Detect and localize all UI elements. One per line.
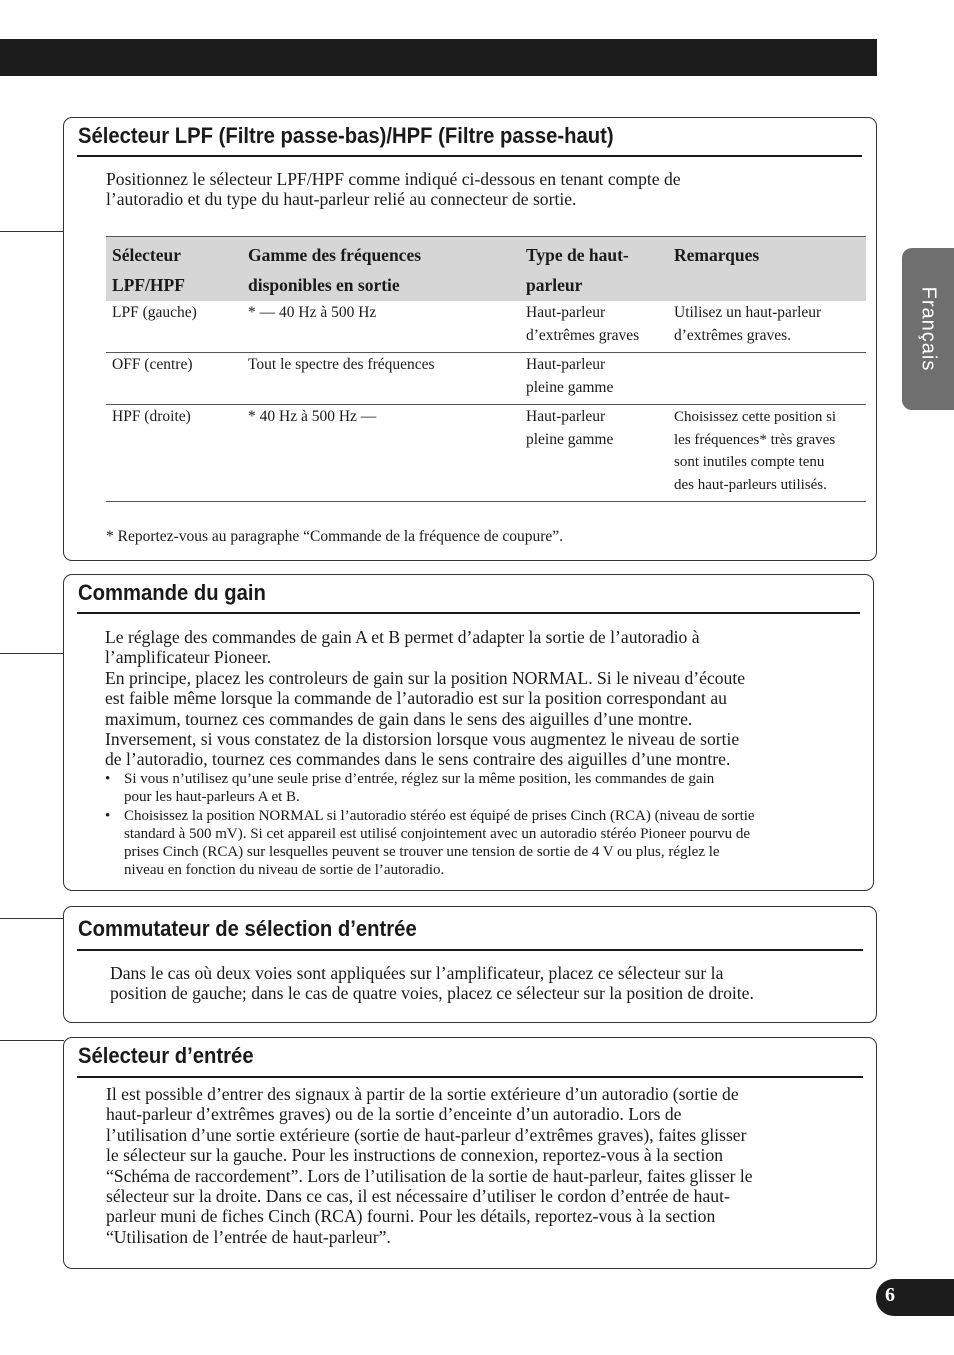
table-cell xyxy=(668,301,866,353)
section-title: Sélecteur LPF (Filtre passe-bas)/HPF (Filtre passe-haut) xyxy=(78,123,614,148)
cell-line: Haut-parleur xyxy=(526,408,606,425)
section-input-selection-switch xyxy=(63,906,877,1023)
table-header-row xyxy=(106,237,866,302)
page-number-tab xyxy=(876,1279,954,1316)
input-selector-paragraph xyxy=(106,1084,753,1247)
title-rule xyxy=(77,949,863,951)
text-line: maximum, tournez ces commandes de gain dans le sens des aiguilles d’une montre. xyxy=(105,708,693,729)
title-rule xyxy=(77,1076,863,1078)
text-line: “Schéma de raccordement”. Lors de l’utilisation de la sortie de haut-parleur, faites glisser le xyxy=(106,1165,753,1186)
text-line: le sélecteur sur la gauche. Pour les instructions de connexion, reportez-vous à la section xyxy=(106,1145,724,1166)
text-line: haut-parleur d’extrêmes graves) ou de la sortie d’enceinte d’un autoradio. Lors de xyxy=(106,1104,682,1125)
header-gamme xyxy=(242,237,520,302)
cell-line: Haut-parleur xyxy=(526,304,606,321)
table-cell xyxy=(242,405,520,502)
side-rule xyxy=(0,918,64,919)
text-line: l’autoradio et du type du haut-parleur relié au connecteur de sortie. xyxy=(106,189,577,210)
section-title: Sélecteur d’entrée xyxy=(78,1043,254,1068)
text-line: est faible même lorsque la commande de l’autoradio est sur la position correspondant au xyxy=(105,688,727,709)
cell-line: d’extrêmes graves. xyxy=(674,326,792,344)
bullet-line: pour les haut-parleurs A et B. xyxy=(124,789,300,806)
table-cell xyxy=(520,353,668,405)
text-line: l’utilisation d’une sortie extérieure (sortie de haut-parleur d’extrêmes graves), faites glisser xyxy=(106,1124,747,1145)
gain-bullets xyxy=(105,770,755,880)
cell-line: Choisissez cette position si xyxy=(674,409,837,425)
table-cell xyxy=(520,301,668,353)
bullet-line: niveau en fonction du niveau de sortie de l’autoradio. xyxy=(124,862,445,879)
text-line: Il est possible d’entrer des signaux à partir de la sortie extérieure d’un autoradio (sortie de xyxy=(106,1084,739,1104)
bullet-mark: • xyxy=(105,771,111,787)
bullet-line: Choisissez la position NORMAL si l’autoradio stéréo est équipé de prises Cinch (RCA) (niveau de sortie xyxy=(124,807,755,824)
cell-line: * 40 Hz à 500 Hz — xyxy=(248,408,377,425)
cell-line: * — 40 Hz à 500 Hz xyxy=(248,304,377,321)
cell-line: HPF (droite) xyxy=(112,408,191,425)
section-input-selector xyxy=(63,1037,877,1269)
text-line: Inversement, si vous constatez de la distorsion lorsque vous augmentez le niveau de sortie xyxy=(105,729,740,750)
top-header-bar xyxy=(0,39,877,76)
header-line: Type de haut- xyxy=(526,245,629,265)
cell-line: les fréquences* très graves xyxy=(674,431,836,448)
header-selecteur xyxy=(106,237,242,302)
table-cell xyxy=(106,353,242,405)
side-rule xyxy=(0,1040,64,1041)
bullet-item xyxy=(105,807,755,880)
cell-line: Utilisez un haut-parleur xyxy=(674,304,822,321)
header-line: Sélecteur xyxy=(112,245,181,265)
table-cell xyxy=(520,405,668,502)
table-cell xyxy=(106,301,242,353)
cell-line: LPF (gauche) xyxy=(112,304,197,321)
header-type xyxy=(520,237,668,302)
page-number: 6 xyxy=(885,1284,895,1306)
language-tab xyxy=(902,248,954,410)
language-tab-label: Français xyxy=(917,286,940,372)
gain-paragraph xyxy=(105,627,745,770)
header-line: disponibles en sortie xyxy=(248,275,400,295)
table-row xyxy=(106,301,866,353)
cell-line: OFF (centre) xyxy=(112,356,193,373)
cell-line: des haut-parleurs utilisés. xyxy=(674,476,827,493)
table-cell xyxy=(242,301,520,353)
text-line: position de gauche; dans le cas de quatre voies, placez ce sélecteur sur la position de droite. xyxy=(110,983,754,1004)
bullet-item xyxy=(105,770,755,807)
title-rule xyxy=(77,155,862,157)
header-line: LPF/HPF xyxy=(112,275,185,295)
cell-line: sont inutiles compte tenu xyxy=(674,454,825,470)
table-cell xyxy=(106,405,242,502)
bullet-mark: • xyxy=(105,807,111,824)
header-line: Remarques xyxy=(674,245,760,265)
table-cell xyxy=(668,353,866,405)
bullet-line: prises Cinch (RCA) sur lesquelles peuvent se trouver une tension de sortie de 4 V ou plus, réglez le xyxy=(124,844,720,861)
table-cell xyxy=(668,405,866,502)
table-cell xyxy=(242,353,520,405)
cell-line: pleine gamme xyxy=(526,430,614,448)
header-remarques xyxy=(668,237,866,302)
header-line: parleur xyxy=(526,275,583,295)
text-line: l’amplificateur Pioneer. xyxy=(105,647,272,668)
input-switch-paragraph xyxy=(110,963,754,1004)
section-lpf-hpf xyxy=(63,117,877,561)
intro-paragraph xyxy=(106,169,681,210)
footnote: * Reportez-vous au paragraphe “Commande de la fréquence de coupure”. xyxy=(106,528,564,545)
text-line: Le réglage des commandes de gain A et B permet d’adapter la sortie de l’autoradio à xyxy=(105,627,700,647)
frequency-table xyxy=(106,236,866,502)
section-gain xyxy=(63,574,874,891)
title-rule xyxy=(77,612,860,614)
side-rule xyxy=(0,653,64,654)
cell-line: pleine gamme xyxy=(526,378,614,396)
bullet-line: Si vous n’utilisez qu’une seule prise d’entrée, réglez sur la même position, les commandes de gain xyxy=(124,771,715,787)
section-title: Commutateur de sélection d’entrée xyxy=(78,916,417,941)
section-title: Commande du gain xyxy=(78,580,266,605)
table-row xyxy=(106,353,866,405)
side-rule xyxy=(0,231,64,232)
cell-line: d’extrêmes graves xyxy=(526,326,640,344)
text-line: “Utilisation de l’entrée de haut-parleur”. xyxy=(106,1226,391,1247)
bullet-line: standard à 500 mV). Si cet appareil est utilisé conjointement avec un autoradio stéréo Pioneer pourvu de xyxy=(124,825,751,842)
text-line: Positionnez le sélecteur LPF/HPF comme indiqué ci-dessous en tenant compte de xyxy=(106,169,681,189)
table-row xyxy=(106,405,866,502)
text-line: de l’autoradio, tournez ces commandes dans le sens contraire des aiguilles d’une montre. xyxy=(105,749,731,770)
text-line: Dans le cas où deux voies sont appliquées sur l’amplificateur, placez ce sélecteur sur la xyxy=(110,963,724,983)
cell-line: Haut-parleur xyxy=(526,356,606,373)
cell-line: Tout le spectre des fréquences xyxy=(248,356,435,373)
header-line: Gamme des fréquences xyxy=(248,245,422,265)
text-line: En principe, placez les controleurs de gain sur la position NORMAL. Si le niveau d’écoute xyxy=(105,667,746,688)
text-line: sélecteur sur la droite. Dans ce cas, il est nécessaire d’utiliser le cordon d’entrée de haut- xyxy=(106,1186,730,1207)
text-line: parleur muni de fiches Cinch (RCA) fourni. Pour les détails, reportez-vous à la section xyxy=(106,1206,716,1227)
